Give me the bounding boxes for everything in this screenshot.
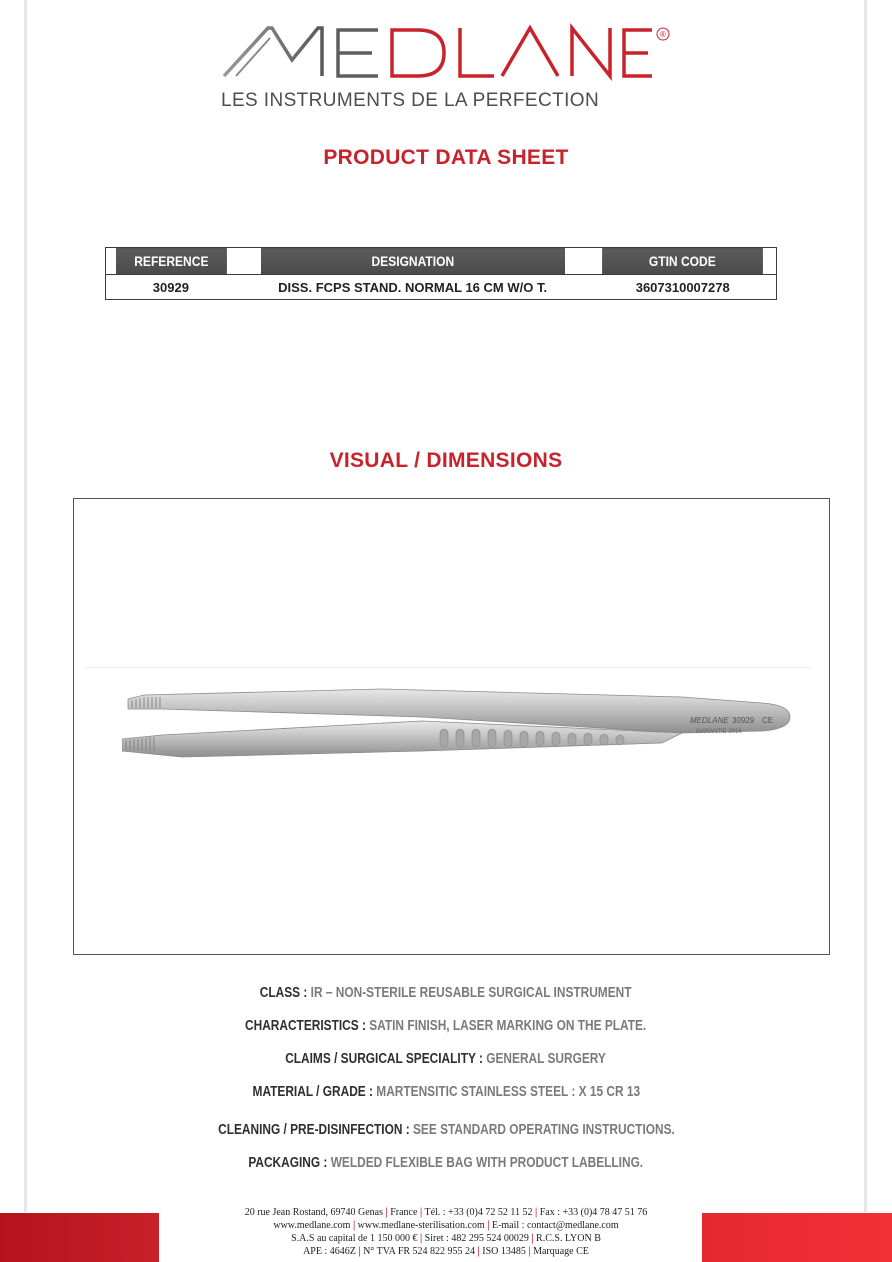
email-link[interactable]: E-mail : contact@medlane.com (491, 1220, 619, 1231)
footer-registration-line: APE : 4646Z | N° TVA FR 524 822 955 24 | ISO 13485 | Marquage CE (303, 1246, 589, 1257)
visual-dimensions-heading: VISUAL / DIMENSIONS (329, 449, 563, 472)
footer-address-line: 20 rue Jean Rostand, 69740 Genas | France | Tél. : +33 (0)4 72 52 11 52 | Fax : +33 (0)4 78 47 51 76 (244, 1207, 648, 1218)
website-link[interactable]: www.medlane.com (273, 1220, 351, 1231)
cell-designation: DISS. FCPS STAND. NORMAL 16 CM W/O T. (236, 275, 590, 300)
footer-web-line: www.medlane.com | www.medlane-sterilisation.com | E-mail : contact@medlane.com (273, 1220, 619, 1231)
cell-reference: 30929 (106, 275, 236, 300)
table-row (106, 275, 777, 300)
spec-packaging: PACKAGING : WELDED FLEXIBLE BAG WITH PRODUCT LABELLING. (248, 1155, 644, 1171)
header-gtin-code: GTIN CODE (603, 248, 764, 275)
spec-cleaning: CLEANING / PRE-DISINFECTION : SEE STANDARD OPERATING INSTRUCTIONS. (217, 1122, 675, 1138)
footer-contact (0, 1206, 892, 1258)
spec-characteristics: CHARACTERISTICS : SATIN FINISH, LASER MARKING ON THE PLATE. (245, 1018, 647, 1034)
footer-company-line: S.A.S au capital de 1 150 000 € | Siret : 482 295 524 00029 | R.C.S. LYON B (291, 1233, 601, 1244)
medlane-logo (222, 22, 674, 82)
forceps-image (122, 687, 802, 769)
photo-horizon-line (86, 667, 810, 668)
table-header-row (106, 248, 777, 275)
header-reference: REFERENCE (115, 248, 227, 275)
engraving-brand: MEDLANE (690, 716, 729, 725)
engraving-guarantee: GARANTIE 2016 (696, 729, 742, 735)
engraving-ce-mark: CE (762, 716, 774, 725)
spec-claims: CLAIMS / SURGICAL SPECIALITY : GENERAL SURGERY (285, 1051, 607, 1067)
spec-class: CLASS : IR – NON-STERILE REUSABLE SURGICAL INSTRUMENT (260, 985, 632, 1001)
brand-tagline: LES INSTRUMENTS DE LA PERFECTION (221, 90, 600, 111)
engraving-reference: 30929 (732, 716, 755, 725)
sterilisation-website-link[interactable]: www.medlane-sterilisation.com (357, 1220, 485, 1231)
product-visual-box (73, 498, 830, 955)
registered-mark: ® (660, 30, 666, 39)
header-designation: DESIGNATION (261, 248, 565, 275)
reference-table (105, 247, 777, 300)
cell-gtin-code: 3607310007278 (589, 275, 776, 300)
product-data-sheet-heading: PRODUCT DATA SHEET (323, 146, 569, 169)
spec-material: MATERIAL / GRADE : MARTENSITIC STAINLESS STEEL : X 15 CR 13 (252, 1084, 640, 1100)
